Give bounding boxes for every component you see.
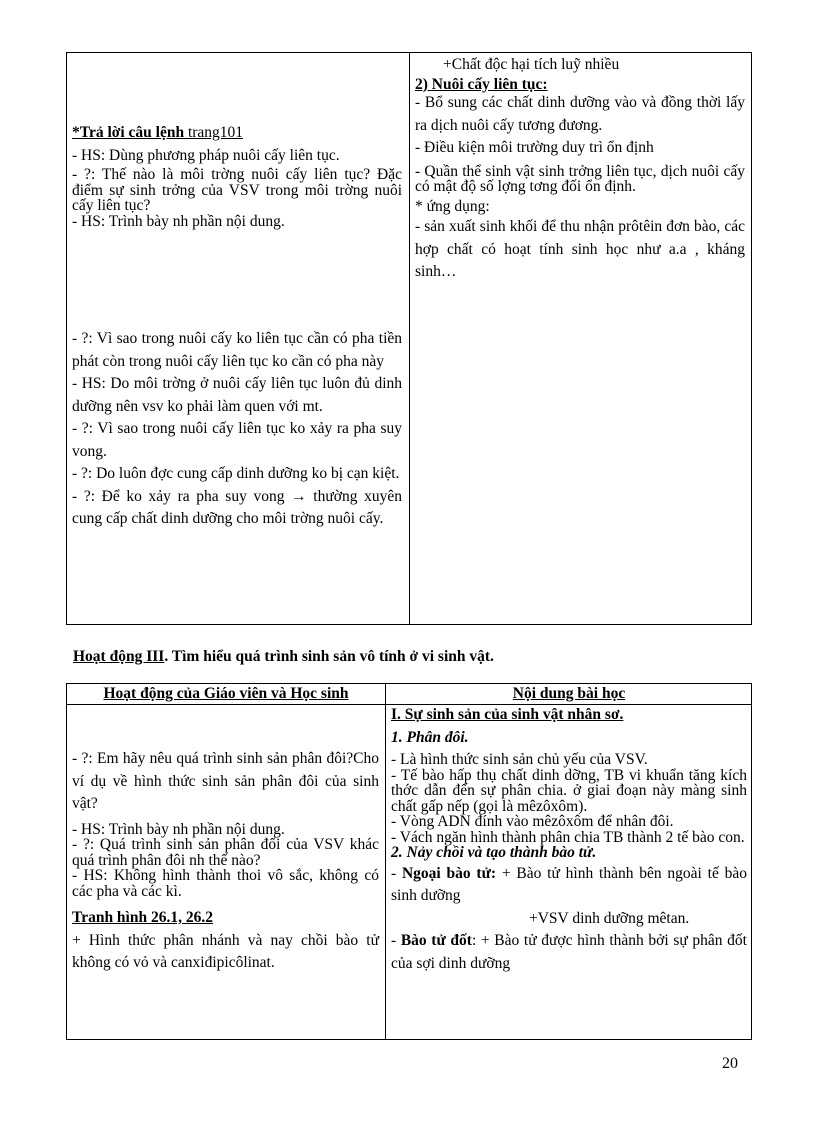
budding-heading: 2. Nảy chồi và tạo thành bào tử.: [391, 844, 597, 861]
question-difference: - ?: Quá trình sinh sản phân đối của VSV khác quá trình phân đôi nh thế nào?: [72, 836, 379, 869]
answer-3: - HS: Do môi trờng ở nuôi cấy liên tục luôn đủ dinh dưỡng nên vsv ko phải làm quen với mt.: [72, 375, 402, 415]
question-binary-fission: - ?: Em hãy nêu quá trình sinh sản phân đôi?Cho ví dụ về hình thức sinh sản phân đôi của sinh vật?: [72, 750, 379, 812]
table-divider: [409, 53, 410, 624]
table2-right-cell: [391, 704, 747, 975]
activity-table: [66, 683, 752, 1040]
population-growth: - Quần thể sinh vật sinh trởng liên tục, dịch nuôi cấy có mật độ số lợng tơng đối ổn định.: [415, 162, 745, 195]
fission-point-4: - Vách ngăn hình thành phân chia TB thành 2 tế bào con.: [391, 828, 745, 846]
answer-2: - HS: Trình bày nh phần nội dung.: [72, 212, 285, 230]
application-text: - sản xuất sinh khối để thu nhận prôtêin đơn bào, các hợp chất có hoạt tính sinh học như a.a , kháng sinh…: [415, 218, 745, 280]
activity-label: Hoạt động III: [73, 648, 165, 665]
reply-heading: *Trả lời câu lệnh trang101: [72, 124, 244, 141]
exospore-text: - Ngoại bào tử: + Bào tử hình thành bên ngoài tế bào sinh dưỡng: [391, 864, 748, 904]
table-continued: [66, 52, 752, 625]
header-teacher-student: Hoạt động của Giáo viên và Học sinh: [103, 685, 349, 702]
toxin-note: +Chất độc hại tích luỹ nhiều: [443, 56, 620, 73]
table2-left-cell: [72, 748, 379, 975]
question-1: - ?: Thế nào là môi trờng nuôi cấy liên tục? Đặc điểm sự sinh trởng của VSV trong môi trờng nuôi cấy liên tục?: [72, 166, 402, 214]
fission-point-3: - Vòng ADN đính vào mêzôxôm để nhân đôi.: [391, 813, 674, 830]
activity-title: . Tìm hiểu quá trình sinh sản vô tính ở vi sinh vật.: [164, 648, 494, 665]
table-divider: [385, 684, 386, 1039]
continuous-culture-heading: 2) Nuôi cấy liên tục:: [415, 75, 548, 93]
answer-1: - HS: Dùng phương pháp nuôi cấy liên tục.: [72, 146, 340, 164]
answer-content: - HS: Trình bày nh phần nội dung.: [72, 820, 285, 838]
fission-point-2: - Tế bào hấp thụ chất dinh dỡng, TB vi khuẩn tăng kích thớc dẫn đến sự phân chia. ở giai đoạn này màng sinh chất gấp nếp (gọi là mêzôxôm).: [391, 766, 747, 815]
table1-left-cell: [72, 122, 402, 229]
header-lesson-content: Nội dung bài học: [512, 685, 626, 702]
application-heading: * ứng dụng:: [415, 197, 490, 215]
page-number: 20: [722, 1055, 738, 1072]
figure-reference: Tranh hình 26.1, 26.2: [72, 909, 213, 926]
budding-note: + Hình thức phân nhánh và nay chồi bào tử không có vỏ và canxiđipicôlinat.: [72, 931, 379, 971]
prokaryote-heading: I. Sự sinh sản của sinh vật nhân sơ.: [391, 706, 624, 723]
environment-condition: - Điều kiện môi trường duy trì ổn định: [415, 139, 654, 156]
answer-difference: - HS: Không hình thành thoi vô sắc, không có các pha và các kì.: [72, 867, 379, 900]
continuous-culture-def: - Bổ sung các chất dinh dưỡng vào và đồng thời lấy ra dịch nuôi cấy tương đương.: [415, 94, 745, 134]
arthrospore-text: - Bào tử đốt: + Bào tử được hình thành bởi sự phân đốt của sợi dinh dưỡng: [391, 932, 747, 972]
answer-5: - ?: Để ko xảy ra pha suy vong → thường xuyên cung cấp chất dinh dưỡng cho môi trờng nuôi cấy.: [72, 487, 402, 527]
binary-fission-heading: 1. Phân đôi.: [391, 728, 469, 746]
section-heading: [73, 648, 494, 666]
question-2: - ?: Vì sao trong nuôi cấy ko liên tục cần có pha tiền phát còn trong nuôi cấy liên tục ko cần có pha này: [72, 330, 402, 370]
fission-point-1: - Là hình thức sinh sản chủ yếu của VSV.: [391, 751, 648, 768]
table1-left-cell-lower: [72, 328, 402, 531]
answer-4: - ?: Do luôn đợc cung cấp dinh dưỡng ko bị cạn kiệt.: [72, 465, 400, 482]
methane-note: +VSV dinh dưỡng mêtan.: [529, 909, 690, 927]
question-3: - ?: Vì sao trong nuôi cấy liên tục ko xảy ra pha suy vong.: [72, 420, 402, 460]
table1-right-cell: [415, 54, 745, 284]
